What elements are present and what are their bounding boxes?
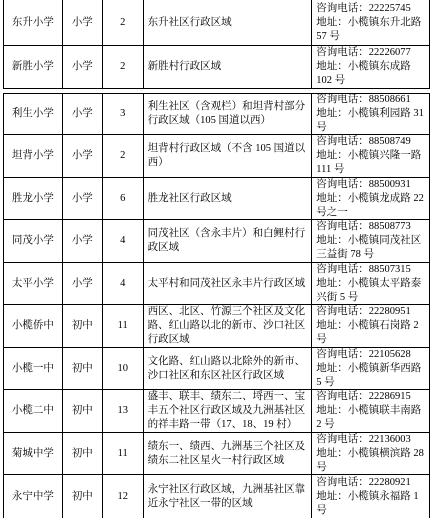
class-count: 3 — [120, 108, 126, 119]
school-level-cell — [63, 220, 103, 262]
count-cell — [103, 390, 144, 432]
enrollment-area: 文化路、红山路以北除外的新市、沙口社区和东区社区行政区域 — [147, 355, 306, 381]
contact-phone: 咨询电话：22225745 — [316, 2, 411, 14]
school-name: 小榄侨中 — [11, 320, 54, 331]
school-level: 初中 — [71, 490, 93, 502]
school-level-cell — [63, 390, 103, 432]
school-name: 菊城中学 — [11, 447, 54, 459]
count-cell — [103, 305, 144, 347]
school-level-cell — [63, 433, 103, 474]
contact-cell — [312, 263, 430, 304]
school-name: 坦背小学 — [11, 150, 54, 161]
school-level-cell — [63, 94, 103, 134]
class-count: 6 — [120, 192, 126, 204]
class-count: 12 — [117, 490, 128, 502]
school-name: 新胜小学 — [11, 61, 54, 72]
contact-address: 地址：小榄镇同茂社区三益街 78 号 — [316, 235, 422, 260]
enrollment-area: 西区、北区、竹源三个社区及文化路、红山路以北的新市、沙口社区行政区域 — [147, 306, 306, 345]
contact-address: 地址：小榄镇联丰南路 2 号 — [316, 405, 422, 430]
class-count: 11 — [117, 320, 128, 331]
school-name-cell — [4, 0, 63, 45]
school-level: 小学 — [71, 277, 93, 289]
contact-phone: 咨询电话：88507315 — [316, 263, 411, 275]
table-row — [3, 390, 430, 433]
school-level-cell — [63, 0, 103, 45]
contact-phone: 咨询电话：88508749 — [316, 136, 411, 147]
school-name-cell — [4, 263, 63, 304]
table-row — [3, 305, 430, 348]
contact-cell — [312, 94, 430, 134]
school-name-cell — [4, 94, 63, 134]
enrollment-area-cell — [144, 0, 313, 45]
school-level: 小学 — [71, 108, 93, 119]
school-level: 小学 — [71, 61, 93, 72]
table-row — [3, 433, 430, 475]
school-level: 初中 — [71, 362, 93, 374]
enrollment-area: 盛丰、联丰、绩东二、埒西一、宝丰五个社区行政区域及九洲基社区的祥丰路一带（17、18、19 村） — [147, 391, 306, 430]
school-level-cell — [63, 475, 103, 518]
school-level: 小学 — [71, 235, 93, 246]
contact-address: 地址：小榄镇横滨路 28 号 — [316, 447, 424, 473]
class-count: 4 — [120, 277, 126, 289]
school-level-cell — [63, 46, 103, 88]
class-count: 2 — [120, 16, 126, 28]
class-count: 4 — [120, 235, 126, 246]
class-count: 10 — [117, 362, 128, 374]
contact-phone: 咨询电话：22280951 — [316, 306, 411, 317]
contact-cell — [312, 135, 430, 177]
school-level: 小学 — [71, 150, 93, 161]
count-cell — [103, 94, 144, 134]
contact-cell — [312, 305, 430, 347]
school-level: 初中 — [71, 320, 93, 331]
enrollment-area: 永宁社区行政区域，九洲基社区靠近永宁社区一带的区域 — [147, 483, 306, 509]
contact-address: 地址：小榄镇石岗路 2 号 — [316, 320, 419, 345]
school-level-cell — [63, 178, 103, 219]
enrollment-area-cell — [144, 390, 313, 432]
count-cell — [103, 475, 144, 518]
enrollment-area: 利生社区（含观栏）和坦背村部分行政区域（105 国道以西） — [147, 101, 306, 126]
contact-cell — [312, 433, 430, 474]
contact-cell — [312, 390, 430, 432]
class-count: 2 — [120, 61, 126, 72]
school-level-cell — [63, 135, 103, 177]
contact-phone: 咨询电话：22136003 — [316, 433, 411, 445]
school-name: 太平小学 — [11, 277, 54, 289]
count-cell — [103, 220, 144, 262]
enrollment-area: 胜龙社区行政区域 — [147, 192, 232, 204]
school-name: 永宁中学 — [11, 490, 54, 502]
enrollment-area-cell — [144, 94, 313, 134]
enrollment-area-cell — [144, 220, 313, 262]
table-row — [3, 178, 430, 220]
contact-phone: 咨询电话：22105628 — [316, 348, 411, 360]
enrollment-area: 太平村和同茂社区永丰片行政区域 — [147, 277, 306, 289]
contact-phone: 咨询电话：22286915 — [316, 391, 411, 402]
school-name-cell — [4, 305, 63, 347]
school-name-cell — [4, 348, 63, 389]
count-cell — [103, 178, 144, 219]
contact-cell — [312, 178, 430, 219]
enrollment-area-cell — [144, 135, 313, 177]
school-name-cell — [4, 475, 63, 518]
contact-address: 地址：小榄镇东升北路 57 号 — [316, 16, 422, 42]
enrollment-area-cell — [144, 178, 313, 219]
count-cell — [103, 135, 144, 177]
contact-address: 地址：小榄镇兴隆一路 111 号 — [316, 150, 422, 175]
count-cell — [103, 46, 144, 88]
contact-cell — [312, 220, 430, 262]
contact-address: 地址：小榄镇新华西路 5 号 — [316, 362, 422, 388]
enrollment-area: 东升社区行政区域 — [147, 16, 232, 28]
school-level-cell — [63, 263, 103, 304]
table-row — [3, 0, 430, 46]
school-name-cell — [4, 46, 63, 88]
school-name: 利生小学 — [11, 108, 54, 119]
table-row — [3, 475, 430, 518]
school-name: 小榄一中 — [11, 362, 54, 374]
table-row — [3, 93, 430, 135]
enrollment-area-cell — [144, 46, 313, 88]
school-name: 同茂小学 — [11, 235, 54, 246]
class-count: 13 — [117, 405, 128, 416]
contact-cell — [312, 348, 430, 389]
enrollment-area: 坦背村行政区域（不含 105 国道以西） — [147, 143, 306, 168]
school-name-cell — [4, 390, 63, 432]
contact-address: 地址：小榄镇太平路泰兴街 5 号 — [316, 277, 422, 303]
table-row — [3, 220, 430, 263]
contact-cell — [312, 46, 430, 88]
school-name-cell — [4, 178, 63, 219]
enrollment-area: 同茂社区（含永丰片）和白鲤村行政区域 — [147, 228, 306, 253]
contact-address: 地址：小榄镇东成路 102 号 — [316, 61, 411, 86]
count-cell — [103, 263, 144, 304]
school-name-cell — [4, 220, 63, 262]
contact-phone: 咨询电话：88508661 — [316, 94, 411, 105]
contact-address: 地址：小榄镇龙成路 22 号之一 — [316, 192, 424, 218]
school-district-table — [3, 0, 430, 518]
table-row — [3, 348, 430, 390]
table-row — [3, 263, 430, 305]
count-cell — [103, 433, 144, 474]
school-level: 初中 — [71, 447, 93, 459]
enrollment-area-cell — [144, 475, 313, 518]
school-name: 胜龙小学 — [11, 192, 54, 204]
class-count: 2 — [120, 150, 126, 161]
contact-phone: 咨询电话：88508773 — [316, 221, 411, 232]
contact-cell — [312, 475, 430, 518]
contact-cell — [312, 0, 430, 45]
enrollment-area-cell — [144, 348, 313, 389]
school-name-cell — [4, 135, 63, 177]
school-name-cell — [4, 433, 63, 474]
table-row — [3, 46, 430, 89]
enrollment-area: 新胜村行政区域 — [147, 61, 222, 72]
contact-address: 地址：小榄镇永福路 1 号 — [316, 490, 419, 516]
school-level-cell — [63, 348, 103, 389]
contact-address: 地址：小榄镇利园路 31 号 — [316, 108, 424, 133]
school-level: 初中 — [71, 405, 93, 416]
enrollment-area: 绩东一、绩西、九洲基三个社区及绩东二社区星火一村行政区域 — [147, 440, 306, 466]
count-cell — [103, 0, 144, 45]
school-name: 东升小学 — [11, 16, 54, 28]
school-level: 小学 — [71, 16, 93, 28]
table-row — [3, 135, 430, 178]
enrollment-area-cell — [144, 433, 313, 474]
school-name: 小榄二中 — [11, 405, 54, 416]
enrollment-area-cell — [144, 305, 313, 347]
class-count: 11 — [117, 447, 128, 459]
contact-phone: 咨询电话：88500931 — [316, 178, 411, 190]
contact-phone: 咨询电话：22280921 — [316, 476, 411, 488]
contact-phone: 咨询电话：22226077 — [316, 47, 411, 58]
school-level: 小学 — [71, 192, 93, 204]
enrollment-area-cell — [144, 263, 313, 304]
school-level-cell — [63, 305, 103, 347]
count-cell — [103, 348, 144, 389]
